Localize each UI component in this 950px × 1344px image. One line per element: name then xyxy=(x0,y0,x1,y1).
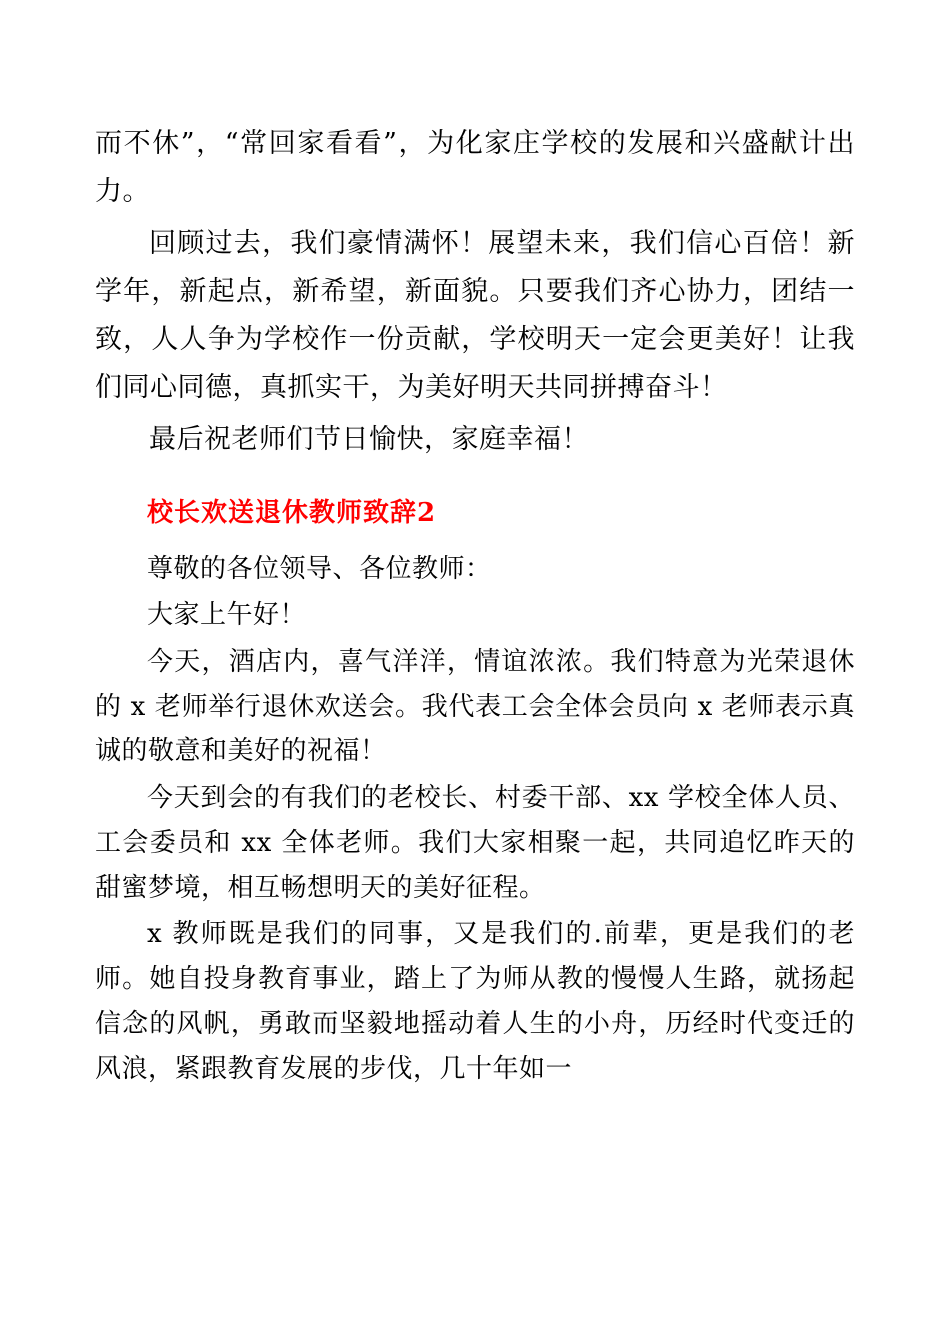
paragraph-review-future: 回顾过去，我们豪情满怀！展望未来，我们信心百倍！新学年，新起点，新希望，新面貌。只要我们齐心协力，团结一致，人人争为学校作一份贡献，学校明天一定会更美好！让我们同心同德，真抓实干，为美好明天共同拼搏奋斗！ xyxy=(95,228,855,404)
paragraph-closing-wish: 最后祝老师们节日愉快，家庭幸福！ xyxy=(149,424,589,456)
section-title: 校长欢送退休教师致辞2 xyxy=(147,498,437,529)
paragraph-continuation: 而不休”，“常回家看看”，为化家庄学校的发展和兴盛献计出力。 xyxy=(95,128,855,208)
paragraph-tribute: x 教师既是我们的同事，又是我们的.前辈，更是我们的老师。她自投身教育事业，踏上了为师从教的慢慢人生路，就扬起信念的风帆，勇敢而坚毅地摇动着人生的小舟，历经时代变迁的风浪，紧跟教育发展的步伐，几十年如一 xyxy=(95,919,855,1084)
paragraph-attendees: 今天到会的有我们的老校长、村委干部、xx 学校全体人员、工会委员和 xx 全体老师。我们大家相聚一起，共同追忆昨天的甜蜜梦境，相互畅想明天的美好征程。 xyxy=(95,783,855,903)
paragraph-occasion: 今天，酒店内，喜气洋洋，情谊浓浓。我们特意为光荣退休的 x 老师举行退休欢送会。我代表工会全体会员向 x 老师表示真诚的敬意和美好的祝福！ xyxy=(95,647,855,767)
document-body xyxy=(95,120,855,1091)
paragraph-greeting: 大家上午好！ xyxy=(147,600,307,631)
paragraph-salutation: 尊敬的各位领导、各位教师： xyxy=(147,553,492,584)
